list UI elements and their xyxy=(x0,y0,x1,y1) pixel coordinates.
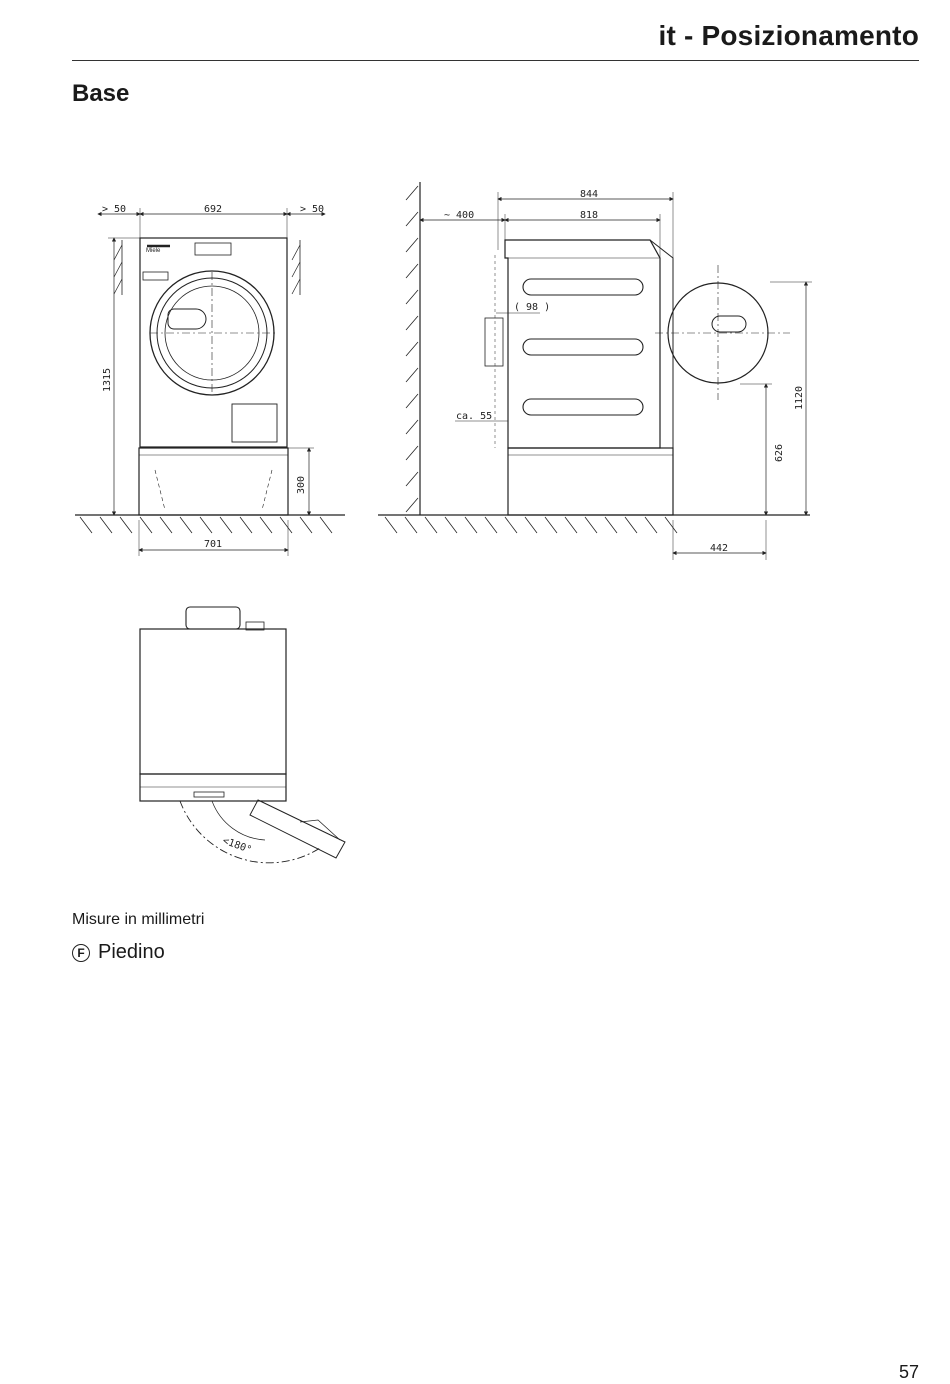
legend-symbol: F xyxy=(72,944,90,962)
side-view xyxy=(378,182,812,560)
dim-base-height: 300 xyxy=(296,475,307,494)
legend-item xyxy=(72,941,165,964)
dim-width: 692 xyxy=(204,204,223,215)
dim-clearance-right: > 50 xyxy=(300,204,325,215)
dim-opening-angle: <180° xyxy=(220,835,254,857)
dim-handle: ( 98 ) xyxy=(514,302,551,313)
dim-door-height: 1120 xyxy=(794,385,805,410)
dim-depth: 818 xyxy=(580,210,599,221)
dim-bottom-gap: ca. 55 xyxy=(456,411,493,422)
section-title: Base xyxy=(72,80,130,107)
top-view xyxy=(140,607,345,863)
dim-wall-distance: ~ 400 xyxy=(444,210,475,221)
dim-clearance-left: > 50 xyxy=(102,204,127,215)
page-number: 57 xyxy=(898,1362,919,1382)
dim-door-reach: 442 xyxy=(710,543,729,554)
units-note: Misure in millimetri xyxy=(72,911,205,928)
legend-label: Piedino xyxy=(98,941,165,963)
dim-total-depth: 844 xyxy=(580,189,599,200)
front-view xyxy=(75,208,345,556)
brand-logo: Miele xyxy=(146,248,161,254)
page-header-title: it - Posizionamento xyxy=(658,20,919,51)
dim-height: 1315 xyxy=(102,367,113,392)
dim-base-width: 701 xyxy=(204,539,223,550)
dim-hinge-height: 626 xyxy=(774,443,785,462)
